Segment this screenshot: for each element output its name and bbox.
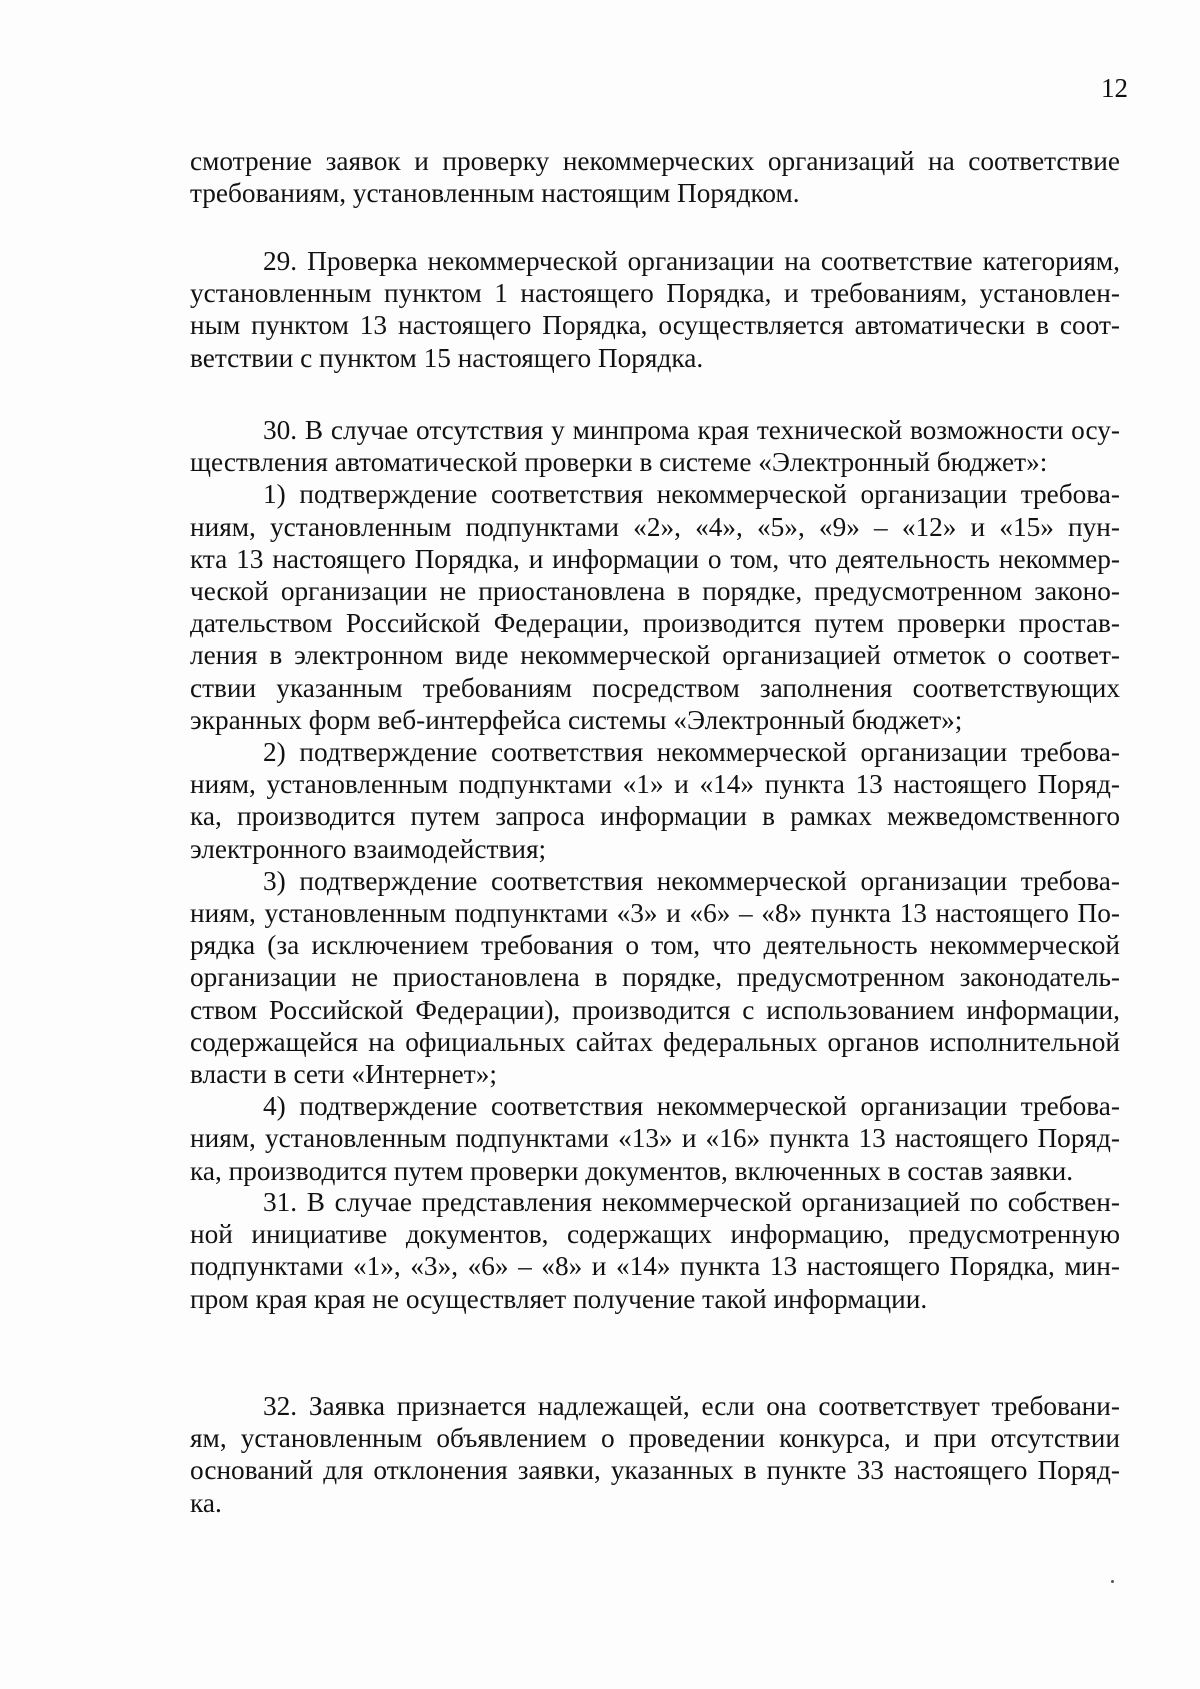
text-line: содержащейся на официальных сайтах федеральных органов исполнительной [190,1026,1120,1057]
text-line: ветствии с пунктом 15 настоящего Порядка. [190,342,704,373]
text-line: 1) подтверждение соответствия некоммерческой организации требова- [263,479,1120,510]
text-line: ниям, установленным подпунктами «2», «4», «5», «9» – «12» и «15» пун- [190,511,1120,542]
text-line: ям, установленным объявлением о проведении конкурса, и при отсутствии [190,1423,1120,1454]
paragraph-text [190,414,1120,478]
scan-speck [1111,1580,1114,1583]
text-line: установленным пунктом 1 настоящего Порядка, и требованиям, установлен- [190,278,1120,309]
subitem-4 [190,1090,1120,1187]
text-line: 31. В случае представления некоммерческой организацией по собствен- [263,1187,1120,1217]
paragraph-text [190,245,1120,374]
text-line: электронного взаимодействия; [190,833,547,864]
text-line: ка. [190,1487,222,1518]
text-line: смотрение заявок и проверку некоммерческих организаций на соответствие [190,146,1120,176]
text-line: дательством Российской Федерации, производится путем проверки простав- [190,608,1120,639]
text-line: ниям, установленным подпунктами «1» и «14» пункта 13 настоящего Поряд- [190,769,1120,800]
text-line: ным пунктом 13 настоящего Порядка, осуществляется автоматически в соот- [190,310,1120,341]
paragraph-text [190,145,1120,209]
page-number: 12 [1101,73,1128,103]
text-line: организации не приостановлена в порядке, предусмотренном законодатель- [190,962,1120,993]
text-line: рядка (за исключением требования о том, что деятельность некоммерческой [190,930,1120,961]
text-line: оснований для отклонения заявки, указанных в пункте 33 настоящего Поряд- [190,1455,1120,1486]
subitem-2 [190,736,1120,865]
paragraph-31 [190,1186,1120,1315]
text-line: кта 13 настоящего Порядка, и информации о том, что деятельность некоммер- [190,543,1120,574]
paragraph-32 [190,1390,1120,1519]
text-line: ления в электронном виде некоммерческой организацией отметок о соответ- [190,640,1120,671]
text-line: ством Российской Федерации), производится с использованием информации, [190,994,1120,1025]
text-line: ка, производится путем запроса информации в рамках межведомственного [190,801,1120,832]
paragraph-29 [190,245,1120,374]
text-line: ниям, установленным подпунктами «3» и «6» – «8» пункта 13 настоящего По- [190,898,1120,929]
text-line: ка, производится путем проверки документов, включенных в состав заявки. [190,1155,1074,1186]
text-line: ниям, установленным подпунктами «13» и «16» пункта 13 настоящего Поряд- [190,1123,1120,1154]
continuation-paragraph [190,145,1120,209]
paragraph-text [190,1186,1120,1315]
text-line: пром края края не осуществляет получение такой информации. [190,1283,928,1314]
text-line: ческой организации не приостановлена в порядке, предусмотренном законо- [190,576,1120,607]
subitem-1 [190,478,1120,736]
text-line: ствии указанным требованиям посредством заполнения соответствующих [190,672,1120,703]
text-line: требованиям, установленным настоящим Порядком. [190,178,800,209]
text-line: 3) подтверждение соответствия некоммерческой организации требова- [263,865,1120,896]
text-line: подпунктами «1», «3», «6» – «8» и «14» пункта 13 настоящего Порядка, мин- [190,1251,1120,1282]
paragraph-text [190,1390,1120,1519]
text-line: власти в сети «Интернет»; [190,1059,497,1090]
subitem-3 [190,865,1120,1090]
text-line: ществления автоматической проверки в системе «Электронный бюджет»: [190,447,1048,478]
text-line: 2) подтверждение соответствия некоммерческой организации требова- [263,737,1120,768]
text-line: 32. Заявка признается надлежащей, если она соответствует требовани- [263,1391,1120,1421]
text-line: 29. Проверка некоммерческой организации на соответствие категориям, [263,246,1120,276]
text-line: ной инициативе документов, содержащих информацию, предусмотренную [190,1219,1120,1250]
text-line: 30. В случае отсутствия у минпрома края технической возможности осу- [263,415,1120,445]
text-line: экранных форм веб-интерфейса системы «Электронный бюджет»; [190,704,963,735]
text-line: 4) подтверждение соответствия некоммерческой организации требова- [263,1091,1120,1122]
paragraph-30 [190,414,1120,1187]
